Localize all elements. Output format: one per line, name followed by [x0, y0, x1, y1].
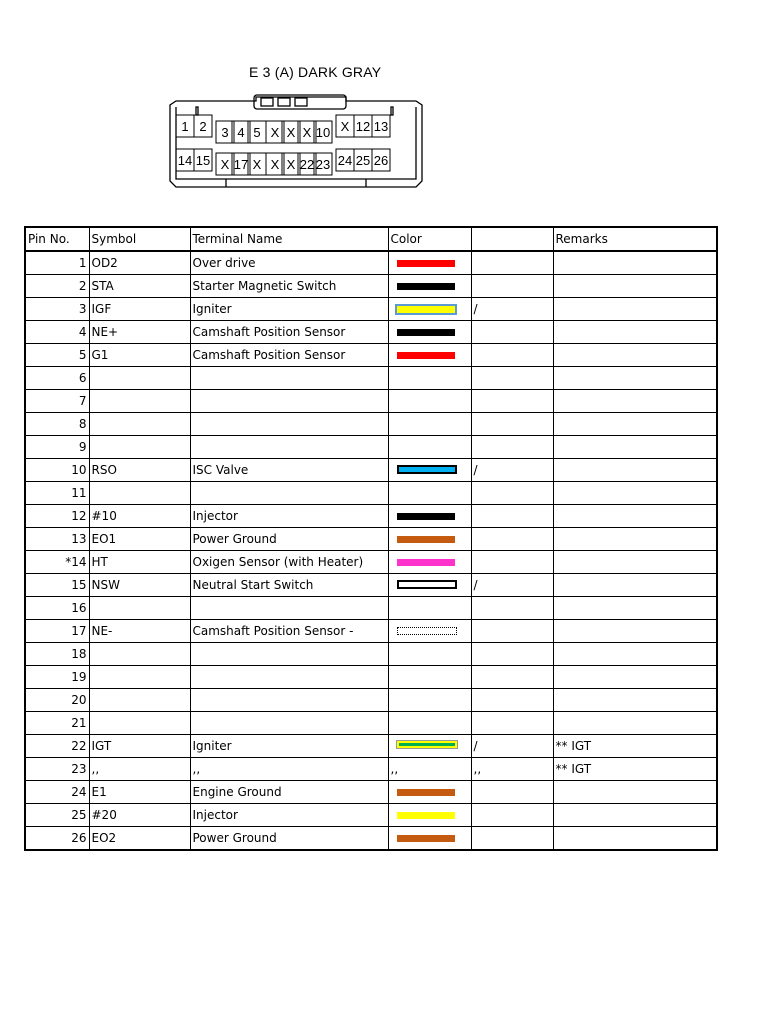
remarks	[553, 275, 717, 298]
remarks	[553, 321, 717, 344]
connector-cell-label: 24	[337, 153, 353, 168]
remarks	[553, 251, 717, 275]
color-name	[471, 413, 553, 436]
connector-cell-label: X	[270, 157, 280, 172]
color-swatch-cell	[388, 620, 471, 643]
wire-color-swatch	[397, 627, 457, 635]
table-row	[25, 436, 717, 459]
pin-symbol	[89, 643, 190, 666]
color-swatch-cell	[388, 344, 471, 367]
color-name: /	[471, 574, 553, 597]
color-swatch-cell	[388, 597, 471, 620]
pin-symbol	[89, 413, 190, 436]
pin-number: 3	[25, 298, 89, 321]
pin-symbol: RSO	[89, 459, 190, 482]
color-swatch-cell	[388, 459, 471, 482]
table-row	[25, 413, 717, 436]
connector-cell-label: X	[270, 125, 280, 140]
table-row	[25, 620, 717, 643]
pin-number: 11	[25, 482, 89, 505]
header-symbol: Symbol	[89, 227, 190, 251]
remarks	[553, 344, 717, 367]
pin-number: 20	[25, 689, 89, 712]
color-swatch-cell	[388, 298, 471, 321]
terminal-name	[190, 597, 388, 620]
color-swatch-cell	[388, 735, 471, 758]
remarks: ** IGT	[553, 758, 717, 781]
color-name	[471, 344, 553, 367]
terminal-name	[190, 390, 388, 413]
table-row	[25, 758, 717, 781]
wire-color-swatch	[397, 812, 455, 819]
pin-number: 5	[25, 344, 89, 367]
table-row	[25, 689, 717, 712]
remarks	[553, 781, 717, 804]
wire-color-swatch	[397, 559, 455, 566]
color-swatch-cell: ,,	[388, 758, 471, 781]
remarks	[553, 551, 717, 574]
connector-cell-label: 14	[177, 153, 193, 168]
color-swatch-cell	[388, 689, 471, 712]
table-row	[25, 804, 717, 827]
table-row	[25, 505, 717, 528]
remarks	[553, 528, 717, 551]
pin-symbol	[89, 390, 190, 413]
color-swatch-cell	[388, 666, 471, 689]
pin-number: 13	[25, 528, 89, 551]
pin-symbol	[89, 689, 190, 712]
pin-number: 22	[25, 735, 89, 758]
pin-symbol	[89, 367, 190, 390]
color-name	[471, 781, 553, 804]
pin-symbol: ,,	[89, 758, 190, 781]
remarks	[553, 367, 717, 390]
color-swatch-cell	[388, 390, 471, 413]
pin-number: 19	[25, 666, 89, 689]
terminal-name	[190, 643, 388, 666]
pin-number: 26	[25, 827, 89, 851]
wire-color-swatch	[397, 536, 455, 543]
color-swatch-cell	[388, 712, 471, 735]
color-swatch-cell	[388, 781, 471, 804]
wire-color-swatch	[397, 260, 455, 267]
remarks	[553, 689, 717, 712]
terminal-name: Neutral Start Switch	[190, 574, 388, 597]
pin-number: 8	[25, 413, 89, 436]
pin-number: 2	[25, 275, 89, 298]
color-name	[471, 505, 553, 528]
remarks	[553, 597, 717, 620]
pin-symbol: EO1	[89, 528, 190, 551]
remarks	[553, 436, 717, 459]
color-swatch-cell	[388, 643, 471, 666]
terminal-name	[190, 413, 388, 436]
table-row	[25, 459, 717, 482]
pin-number: 23	[25, 758, 89, 781]
pin-number: 25	[25, 804, 89, 827]
color-name	[471, 643, 553, 666]
color-name	[471, 666, 553, 689]
color-name	[471, 482, 553, 505]
wire-color-swatch	[397, 306, 455, 313]
terminal-name: Igniter	[190, 735, 388, 758]
table-row	[25, 597, 717, 620]
color-name	[471, 712, 553, 735]
terminal-name: Starter Magnetic Switch	[190, 275, 388, 298]
color-swatch-cell	[388, 505, 471, 528]
diagram-title: E 3 (A) DARK GRAY	[249, 64, 382, 80]
color-swatch-cell	[388, 528, 471, 551]
terminal-name: Camshaft Position Sensor	[190, 321, 388, 344]
remarks	[553, 712, 717, 735]
color-name	[471, 390, 553, 413]
connector-cell-label: 3	[221, 125, 229, 140]
table-row	[25, 344, 717, 367]
header-color: Color	[388, 227, 471, 251]
pin-number: 1	[25, 251, 89, 275]
wire-color-swatch	[397, 329, 455, 336]
pin-symbol: OD2	[89, 251, 190, 275]
remarks	[553, 413, 717, 436]
color-swatch-cell	[388, 574, 471, 597]
table-row	[25, 275, 717, 298]
terminal-name: ISC Valve	[190, 459, 388, 482]
pin-number: 17	[25, 620, 89, 643]
remarks	[553, 505, 717, 528]
connector-cell-label: 1	[181, 119, 189, 134]
color-name	[471, 597, 553, 620]
remarks	[553, 827, 717, 851]
table-row	[25, 574, 717, 597]
connector-cell-label: 12	[355, 119, 371, 134]
connector-cell-label: 4	[237, 125, 245, 140]
color-name	[471, 275, 553, 298]
pin-number: 4	[25, 321, 89, 344]
color-name: /	[471, 298, 553, 321]
color-name	[471, 367, 553, 390]
pin-number: 6	[25, 367, 89, 390]
table-row	[25, 781, 717, 804]
color-swatch-cell	[388, 367, 471, 390]
terminal-name	[190, 436, 388, 459]
pin-number: 10	[25, 459, 89, 482]
color-name	[471, 551, 553, 574]
pin-number: 7	[25, 390, 89, 413]
remarks	[553, 620, 717, 643]
connector-cell-label: 15	[195, 153, 211, 168]
table-row	[25, 643, 717, 666]
color-swatch-cell	[388, 482, 471, 505]
table-row	[25, 298, 717, 321]
terminal-name: ,,	[190, 758, 388, 781]
color-swatch-cell	[388, 827, 471, 851]
pin-symbol	[89, 436, 190, 459]
terminal-name	[190, 482, 388, 505]
connector-cell-label: 13	[373, 119, 389, 134]
terminal-name: Oxigen Sensor (with Heater)	[190, 551, 388, 574]
color-name	[471, 436, 553, 459]
pin-symbol: IGF	[89, 298, 190, 321]
color-swatch-cell	[388, 551, 471, 574]
terminal-name: Power Ground	[190, 827, 388, 851]
connector-cell-label: 5	[253, 125, 261, 140]
table-row	[25, 827, 717, 851]
pin-table	[24, 226, 718, 851]
remarks	[553, 666, 717, 689]
pin-symbol	[89, 666, 190, 689]
connector-diagram	[166, 93, 426, 193]
connector-bottom-row	[176, 149, 390, 175]
header-pin-no: Pin No.	[25, 227, 89, 251]
terminal-name	[190, 712, 388, 735]
color-swatch-cell	[388, 275, 471, 298]
connector-cell-label: X	[286, 125, 296, 140]
connector-cell-label: 17	[233, 157, 249, 172]
terminal-name: Camshaft Position Sensor	[190, 344, 388, 367]
connector-cell-label: 25	[355, 153, 371, 168]
connector-cell-label: 22	[299, 157, 315, 172]
pin-symbol	[89, 712, 190, 735]
pin-number: 16	[25, 597, 89, 620]
color-name	[471, 321, 553, 344]
connector-cell-label: X	[286, 157, 296, 172]
wire-color-swatch	[397, 352, 455, 359]
terminal-name: Injector	[190, 505, 388, 528]
table-row	[25, 666, 717, 689]
color-name: /	[471, 459, 553, 482]
connector-cell-label: X	[252, 157, 262, 172]
connector-cell-label: 2	[199, 119, 207, 134]
table-row	[25, 367, 717, 390]
table-row	[25, 528, 717, 551]
pin-symbol: EO2	[89, 827, 190, 851]
remarks	[553, 298, 717, 321]
pin-number: 15	[25, 574, 89, 597]
pin-symbol: NE-	[89, 620, 190, 643]
color-name: ,,	[471, 758, 553, 781]
color-name	[471, 528, 553, 551]
connector-cell-label: X	[220, 157, 230, 172]
pin-symbol: #10	[89, 505, 190, 528]
pin-symbol: E1	[89, 781, 190, 804]
wire-color-swatch	[397, 513, 455, 520]
table-row	[25, 390, 717, 413]
pin-symbol: NSW	[89, 574, 190, 597]
pin-symbol: #20	[89, 804, 190, 827]
color-swatch-cell	[388, 436, 471, 459]
terminal-name: Engine Ground	[190, 781, 388, 804]
color-swatch-cell	[388, 413, 471, 436]
wire-color-swatch	[397, 465, 457, 474]
connector-cell-label: 23	[315, 157, 331, 172]
color-name	[471, 827, 553, 851]
table-row	[25, 712, 717, 735]
remarks	[553, 804, 717, 827]
connector-top-row	[176, 115, 390, 143]
pin-symbol: NE+	[89, 321, 190, 344]
header-color-name	[471, 227, 553, 251]
pin-number: 21	[25, 712, 89, 735]
pin-symbol: HT	[89, 551, 190, 574]
wire-color-swatch	[397, 789, 455, 796]
remarks	[553, 459, 717, 482]
color-name	[471, 804, 553, 827]
pin-number: 9	[25, 436, 89, 459]
terminal-name: Igniter	[190, 298, 388, 321]
table-row	[25, 735, 717, 758]
connector-cell-label: X	[340, 119, 350, 134]
wire-color-swatch	[397, 741, 457, 748]
color-name	[471, 251, 553, 275]
pin-number: 24	[25, 781, 89, 804]
pin-symbol	[89, 597, 190, 620]
connector-cell-label: X	[302, 125, 312, 140]
color-swatch-cell	[388, 804, 471, 827]
pin-number: *14	[25, 551, 89, 574]
pin-symbol	[89, 482, 190, 505]
table-row	[25, 482, 717, 505]
pin-symbol: STA	[89, 275, 190, 298]
terminal-name: Power Ground	[190, 528, 388, 551]
connector-cell-label: 10	[315, 125, 331, 140]
color-name	[471, 689, 553, 712]
terminal-name	[190, 666, 388, 689]
wire-color-swatch	[397, 835, 455, 842]
remarks	[553, 574, 717, 597]
terminal-name: Over drive	[190, 251, 388, 275]
remarks	[553, 390, 717, 413]
terminal-name	[190, 689, 388, 712]
remarks	[553, 643, 717, 666]
pin-number: 18	[25, 643, 89, 666]
terminal-name: Camshaft Position Sensor -	[190, 620, 388, 643]
table-row	[25, 251, 717, 275]
header-terminal-name: Terminal Name	[190, 227, 388, 251]
header-remarks: Remarks	[553, 227, 717, 251]
remarks: ** IGT	[553, 735, 717, 758]
color-name	[471, 620, 553, 643]
terminal-name	[190, 367, 388, 390]
wire-color-swatch	[397, 283, 455, 290]
connector-cell-label: 26	[373, 153, 389, 168]
color-swatch-cell	[388, 251, 471, 275]
table-row	[25, 321, 717, 344]
color-swatch-cell	[388, 321, 471, 344]
terminal-name: Injector	[190, 804, 388, 827]
remarks	[553, 482, 717, 505]
table-row	[25, 551, 717, 574]
color-name: /	[471, 735, 553, 758]
pin-number: 12	[25, 505, 89, 528]
pin-symbol: IGT	[89, 735, 190, 758]
wire-color-swatch	[397, 580, 457, 589]
table-header-row	[25, 227, 717, 251]
pin-symbol: G1	[89, 344, 190, 367]
